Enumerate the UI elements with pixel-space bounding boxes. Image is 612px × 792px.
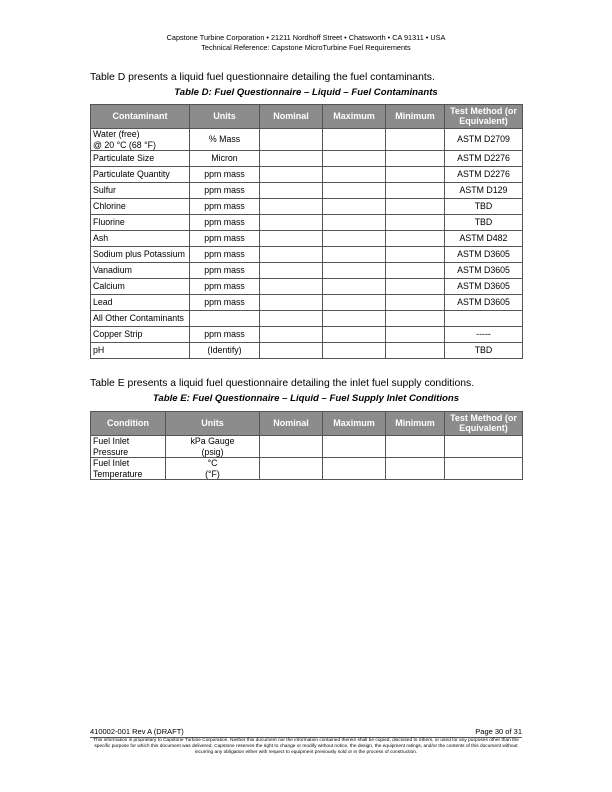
table-row (91, 167, 523, 183)
test-method-cell-text: TBD (474, 345, 493, 356)
units-cell-text: ppm mass (204, 201, 245, 212)
units-cell-text: ppm mass (204, 185, 245, 196)
nominal-input[interactable] (260, 279, 323, 295)
contaminant-cell-text-line2: Temperature (93, 468, 143, 479)
header-address: Capstone Turbine Corporation • 21211 Nordhoff Street • Chatsworth • CA 91311 • USA (166, 33, 446, 42)
table-d-caption: Table D: Fuel Questionnaire – Liquid – Fuel Contaminants (174, 87, 438, 98)
contaminant-cell (91, 295, 190, 311)
nominal-input[interactable] (260, 343, 323, 359)
column-header: Condition (91, 412, 166, 436)
contaminant-cell (91, 129, 190, 151)
contaminant-cell-text: Fluorine (93, 217, 125, 228)
table-row (91, 295, 523, 311)
units-cell (166, 458, 260, 480)
contaminant-cell-text: Particulate Quantity (93, 169, 170, 180)
minimum-input[interactable] (386, 231, 445, 247)
test-method-cell (445, 311, 523, 327)
contaminant-cell (91, 151, 190, 167)
units-cell (190, 247, 260, 263)
contaminant-cell-text: Sodium plus Potassium (93, 249, 185, 260)
table-d (90, 104, 523, 359)
nominal-input[interactable] (260, 151, 323, 167)
units-cell (190, 167, 260, 183)
column-header: Units (166, 412, 260, 436)
table-row (91, 215, 523, 231)
test-method-cell (445, 295, 523, 311)
footer-page-number: Page 30 of 31 (475, 727, 522, 736)
test-method-cell (445, 458, 523, 480)
maximum-input[interactable] (323, 311, 386, 327)
nominal-input[interactable] (260, 183, 323, 199)
units-cell (190, 231, 260, 247)
test-method-cell-text: TBD (474, 201, 493, 212)
test-method-cell-text: ----- (476, 329, 491, 340)
test-method-cell-text: ASTM D3605 (457, 265, 510, 276)
table-row (91, 343, 523, 359)
test-method-cell (445, 436, 523, 458)
units-cell (190, 151, 260, 167)
table-row (91, 231, 523, 247)
column-header: Minimum (386, 105, 445, 129)
table-e-body (91, 436, 523, 480)
nominal-input[interactable] (260, 295, 323, 311)
units-cell (190, 183, 260, 199)
test-method-cell-text: ASTM D2709 (457, 134, 510, 145)
maximum-input[interactable] (323, 343, 386, 359)
minimum-input[interactable] (386, 151, 445, 167)
maximum-input[interactable] (323, 263, 386, 279)
contaminant-cell-text: Vanadium (93, 265, 132, 276)
nominal-input[interactable] (260, 247, 323, 263)
test-method-cell-text: ASTM D3605 (457, 249, 510, 260)
units-cell-text: ppm mass (204, 265, 245, 276)
minimum-input[interactable] (386, 167, 445, 183)
footer-doc-id: 410002-001 Rev A (DRAFT) (90, 727, 184, 736)
units-cell-text: ppm mass (204, 297, 245, 308)
units-cell-text: ppm mass (204, 249, 245, 260)
table-d-intro: Table D presents a liquid fuel questionnaire detailing the fuel contaminants. (90, 72, 435, 83)
minimum-input[interactable] (386, 311, 445, 327)
units-cell-text-line2: (psig) (201, 446, 224, 457)
maximum-input[interactable] (323, 129, 386, 151)
units-cell (190, 327, 260, 343)
test-method-cell (445, 129, 523, 151)
contaminant-cell-text: pH (93, 345, 105, 356)
nominal-input[interactable] (260, 231, 323, 247)
contaminant-cell-text: Fuel Inlet (93, 458, 130, 468)
maximum-input[interactable] (323, 215, 386, 231)
units-cell (190, 343, 260, 359)
units-cell-text: ppm mass (204, 217, 245, 228)
maximum-input[interactable] (323, 279, 386, 295)
contaminant-cell-text: Particulate Size (93, 153, 155, 164)
contaminant-cell-text: Copper Strip (93, 329, 143, 340)
column-header: Nominal (260, 412, 323, 436)
test-method-cell (445, 151, 523, 167)
contaminant-cell (91, 231, 190, 247)
table-row (91, 279, 523, 295)
header-reference: Technical Reference: Capstone MicroTurbine Fuel Requirements (201, 43, 411, 52)
maximum-input[interactable] (323, 199, 386, 215)
units-cell-text: ppm mass (204, 233, 245, 244)
column-header: Contaminant (91, 105, 190, 129)
nominal-input[interactable] (260, 199, 323, 215)
maximum-input[interactable] (323, 247, 386, 263)
units-cell-text: ppm mass (204, 281, 245, 292)
contaminant-cell-text: All Other Contaminants (93, 313, 184, 324)
contaminant-cell-text: Lead (93, 297, 113, 308)
test-method-cell (445, 263, 523, 279)
contaminant-cell-text: Ash (93, 233, 109, 244)
contaminant-cell (91, 311, 190, 327)
contaminant-cell (91, 263, 190, 279)
table-e-intro: Table E presents a liquid fuel questionnaire detailing the inlet fuel supply conditions. (90, 378, 475, 389)
units-cell (190, 279, 260, 295)
test-method-cell-text: ASTM D2276 (457, 153, 510, 164)
footer-proprietary-notice: This information is proprietary to Capstone Turbine Corporation. Neither this document nor the information contained therein shall be copied, disclosed to others, or used for any purposes other than the specific purpose for which this document was delivered. Capstone reserves the right to change or modify without notice, the design, the equipment ratings, and/or the contents of this document without incurring any obligation either with respect to equipment previously sold or in the process of construction. (93, 738, 519, 755)
contaminant-cell-text: Calcium (93, 281, 125, 292)
units-cell (190, 295, 260, 311)
contaminant-cell (91, 279, 190, 295)
units-cell-text: Micron (211, 153, 238, 164)
table-row (91, 327, 523, 343)
contaminant-cell (91, 327, 190, 343)
test-method-cell (445, 199, 523, 215)
test-method-cell (445, 279, 523, 295)
page-header (0, 33, 612, 53)
contaminant-cell (91, 215, 190, 231)
contaminant-cell (91, 436, 166, 458)
table-row (91, 247, 523, 263)
minimum-input[interactable] (386, 295, 445, 311)
contaminant-cell-text: Sulfur (93, 185, 116, 196)
minimum-input[interactable] (386, 458, 445, 480)
table-row (91, 436, 523, 458)
test-method-cell-text: ASTM D3605 (457, 281, 510, 292)
test-method-cell (445, 167, 523, 183)
maximum-input[interactable] (323, 295, 386, 311)
maximum-input[interactable] (323, 436, 386, 458)
table-e-header-row (91, 412, 523, 436)
contaminant-cell (91, 199, 190, 215)
minimum-input[interactable] (386, 343, 445, 359)
test-method-cell (445, 231, 523, 247)
table-row (91, 199, 523, 215)
contaminant-cell-text: Water (free) (93, 129, 140, 139)
minimum-input[interactable] (386, 279, 445, 295)
table-e (90, 411, 523, 480)
test-method-cell-text: ASTM D3605 (457, 297, 510, 308)
minimum-input[interactable] (386, 183, 445, 199)
maximum-input[interactable] (323, 183, 386, 199)
contaminant-cell (91, 183, 190, 199)
maximum-input[interactable] (323, 458, 386, 480)
nominal-input[interactable] (260, 327, 323, 343)
table-row (91, 458, 523, 480)
table-d-header-row (91, 105, 523, 129)
nominal-input[interactable] (260, 458, 323, 480)
nominal-input[interactable] (260, 167, 323, 183)
units-cell-text: ppm mass (204, 329, 245, 340)
contaminant-cell (91, 247, 190, 263)
units-cell (190, 199, 260, 215)
contaminant-cell-text: Chlorine (93, 201, 126, 212)
test-method-cell (445, 183, 523, 199)
units-cell-text: (Identify) (207, 345, 242, 356)
table-row (91, 263, 523, 279)
table-row (91, 311, 523, 327)
units-cell (190, 263, 260, 279)
column-header: Test Method (or Equivalent) (445, 412, 523, 436)
units-cell-text-line2: (°F) (205, 468, 220, 479)
minimum-input[interactable] (386, 247, 445, 263)
table-e-caption: Table E: Fuel Questionnaire – Liquid – Fuel Supply Inlet Conditions (152, 393, 460, 404)
units-cell-text: % Mass (208, 134, 241, 145)
test-method-cell-text: ASTM D129 (459, 185, 508, 196)
test-method-cell (445, 343, 523, 359)
table-row (91, 129, 523, 151)
minimum-input[interactable] (386, 327, 445, 343)
test-method-cell (445, 215, 523, 231)
column-header: Maximum (323, 412, 386, 436)
maximum-input[interactable] (323, 327, 386, 343)
units-cell (190, 215, 260, 231)
minimum-input[interactable] (386, 436, 445, 458)
test-method-cell-text: TBD (474, 217, 493, 228)
contaminant-cell (91, 343, 190, 359)
table-row (91, 151, 523, 167)
units-cell (190, 129, 260, 151)
test-method-cell (445, 247, 523, 263)
nominal-input[interactable] (260, 436, 323, 458)
units-cell (190, 311, 260, 327)
units-cell-text: kPa Gauge (190, 436, 235, 446)
contaminant-cell-text-line2: Pressure (93, 446, 129, 457)
nominal-input[interactable] (260, 263, 323, 279)
test-method-cell-text: ASTM D2276 (457, 169, 510, 180)
column-header: Nominal (260, 105, 323, 129)
units-cell-text: °C (207, 458, 218, 468)
nominal-input[interactable] (260, 215, 323, 231)
table-row (91, 183, 523, 199)
maximum-input[interactable] (323, 231, 386, 247)
contaminant-cell (91, 167, 190, 183)
column-header: Minimum (386, 412, 445, 436)
nominal-input[interactable] (260, 129, 323, 151)
table-d-body (91, 129, 523, 359)
units-cell (166, 436, 260, 458)
nominal-input[interactable] (260, 311, 323, 327)
minimum-input[interactable] (386, 215, 445, 231)
test-method-cell (445, 327, 523, 343)
contaminant-cell (91, 458, 166, 480)
minimum-input[interactable] (386, 263, 445, 279)
column-header: Maximum (323, 105, 386, 129)
contaminant-cell-text-line2: @ 20 °C (68 °F) (93, 139, 156, 150)
minimum-input[interactable] (386, 199, 445, 215)
maximum-input[interactable] (323, 151, 386, 167)
maximum-input[interactable] (323, 167, 386, 183)
test-method-cell-text: ASTM D482 (459, 233, 508, 244)
units-cell-text: ppm mass (204, 169, 245, 180)
column-header: Units (190, 105, 260, 129)
minimum-input[interactable] (386, 129, 445, 151)
column-header: Test Method (or Equivalent) (445, 105, 523, 129)
contaminant-cell-text: Fuel Inlet (93, 436, 130, 446)
